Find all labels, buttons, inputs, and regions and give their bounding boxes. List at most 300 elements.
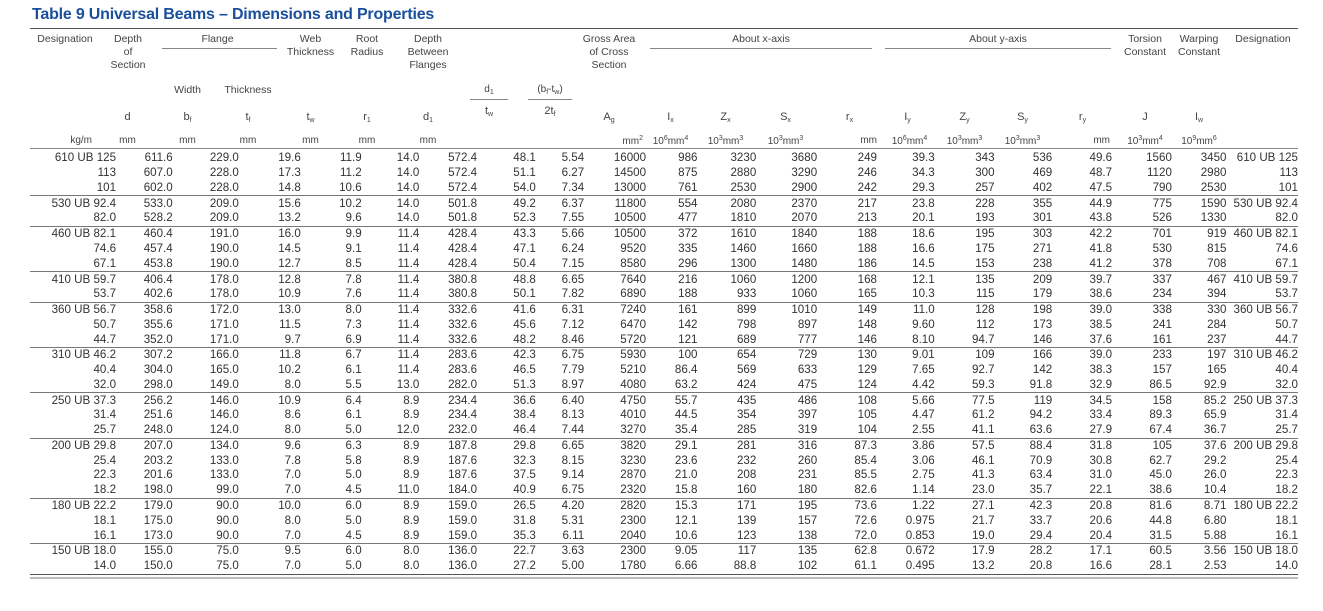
cell-dl: 67.1 xyxy=(93,256,117,270)
cell-tw: 5.0 xyxy=(345,559,362,573)
cell-f2: 6.65 xyxy=(536,272,584,287)
cell-dl: 22.3 xyxy=(93,468,117,482)
cell-tf: 14.8 xyxy=(278,180,301,194)
cell-f1: 47.1 xyxy=(513,241,536,255)
cell-f1: 22.7 xyxy=(477,543,536,558)
cell-d1: 136.0 xyxy=(419,543,477,558)
cell-r1: 14.0 xyxy=(396,166,420,180)
cell-tf: 16.0 xyxy=(239,226,301,241)
cell-bf: 90.0 xyxy=(173,498,239,513)
table-bottom-rule-thick xyxy=(30,577,1298,579)
cell-tf: 11.8 xyxy=(239,347,301,362)
cell-ag: 2870 xyxy=(620,468,647,482)
cell-f2: 6.31 xyxy=(536,302,584,317)
cell-d1: 136.0 xyxy=(448,559,478,573)
cell-zy: 19.0 xyxy=(971,528,995,542)
unit-ry: mm xyxy=(1093,135,1110,146)
cell-ix: 35.4 xyxy=(674,423,698,437)
cell-dr: 360 UB 56.7 xyxy=(1226,302,1298,317)
cell-tf: 14.5 xyxy=(278,241,301,255)
table-row xyxy=(30,498,1298,513)
cell-d1: 572.4 xyxy=(448,151,478,165)
cell-f1: 45.6 xyxy=(513,317,536,331)
cell-ry: 43.8 xyxy=(1089,211,1113,225)
cell-dl: 40.4 xyxy=(93,363,117,377)
cell-sy: 238 xyxy=(1032,256,1053,270)
cell-ix: 44.5 xyxy=(674,408,698,422)
cell-dl: 360 UB 56.7 xyxy=(30,302,116,317)
cell-sy: 173 xyxy=(1032,317,1053,331)
cell-rx: 87.3 xyxy=(817,438,877,453)
cell-ag: 3270 xyxy=(620,423,647,437)
cell-tw: 5.8 xyxy=(345,453,362,467)
table-row xyxy=(30,513,1298,528)
cell-f1: 32.3 xyxy=(513,453,536,467)
cell-f2: 3.63 xyxy=(536,543,584,558)
header-designation-right: Designation xyxy=(1235,33,1291,45)
cell-zx: 1810 xyxy=(730,211,757,225)
cell-tf: 8.0 xyxy=(284,423,301,437)
cell-zx: 1610 xyxy=(698,226,757,241)
unit-rx: mm xyxy=(860,135,877,146)
cell-ry: 30.8 xyxy=(1089,453,1113,467)
cell-tf: 13.2 xyxy=(278,211,301,225)
cell-bf: 75.0 xyxy=(173,543,239,558)
cell-ry: 48.7 xyxy=(1089,166,1113,180)
cell-dl: 250 UB 37.3 xyxy=(30,393,116,408)
cell-zy: 195 xyxy=(935,226,995,241)
cell-ix: 100 xyxy=(646,347,697,362)
cell-sy: 28.2 xyxy=(995,543,1053,558)
cell-r1: 11.4 xyxy=(362,302,420,317)
cell-f1: 46.4 xyxy=(513,423,536,437)
cell-ix: 9.05 xyxy=(646,543,697,558)
cell-d1: 234.4 xyxy=(448,408,478,422)
cell-f1: 54.0 xyxy=(513,180,536,194)
cell-iy: 16.6 xyxy=(912,241,935,255)
cell-sy: 166 xyxy=(995,347,1053,362)
cell-sy: 301 xyxy=(1032,211,1053,225)
cell-ix: 10.6 xyxy=(674,528,698,542)
cell-tw: 6.4 xyxy=(301,393,362,408)
symbol-2tf-denominator: 2tf xyxy=(544,105,556,118)
cell-dr: 22.3 xyxy=(1275,468,1298,482)
cell-ix: 29.1 xyxy=(646,438,697,453)
cell-j: 81.6 xyxy=(1112,498,1172,513)
header-d1-over-tw-numerator: $d_1$ xyxy=(484,84,494,96)
cell-bf: 228.0 xyxy=(209,180,239,194)
cell-rx: 186 xyxy=(857,256,877,270)
cell-zy: 61.2 xyxy=(971,408,995,422)
cell-tf: 10.0 xyxy=(239,498,301,513)
unit-ix: $10^6mm^4$ xyxy=(652,135,689,147)
cell-rx: 73.6 xyxy=(817,498,877,513)
cell-rx: 104 xyxy=(857,423,877,437)
cell-sx: 486 xyxy=(756,393,817,408)
cell-j: 157 xyxy=(1152,363,1172,377)
cell-zy: 46.1 xyxy=(971,453,995,467)
cell-tf: 7.0 xyxy=(284,483,301,497)
cell-iw: 37.6 xyxy=(1172,438,1227,453)
data-table xyxy=(30,151,1298,573)
cell-dr: 44.7 xyxy=(1275,332,1298,346)
cell-iw: 5.88 xyxy=(1203,528,1227,542)
cell-ry: 44.9 xyxy=(1052,196,1112,211)
cell-ry: 34.5 xyxy=(1052,393,1112,408)
cell-dr: 310 UB 46.2 xyxy=(1226,347,1298,362)
cell-tf: 7.0 xyxy=(284,468,301,482)
cell-dl: 82.0 xyxy=(93,211,117,225)
cell-iy: 2.75 xyxy=(912,468,935,482)
cell-ag: 6470 xyxy=(620,317,647,331)
table-title: Table 9 Universal Beams – Dimensions and Properties xyxy=(32,6,435,23)
header-flange-thickness: Thickness xyxy=(224,84,272,96)
cell-sx: 319 xyxy=(797,423,818,437)
cell-ag: 1780 xyxy=(620,559,647,573)
cell-zy: 17.9 xyxy=(935,543,995,558)
cell-rx: 85.4 xyxy=(854,453,877,467)
cell-iy: 34.3 xyxy=(912,166,935,180)
cell-r1: 8.9 xyxy=(362,438,420,453)
cell-tw: 11.9 xyxy=(339,151,362,165)
cell-dl: 101 xyxy=(96,180,117,194)
cell-sx: 135 xyxy=(756,543,817,558)
cell-f2: 7.34 xyxy=(561,180,585,194)
cell-ag: 14500 xyxy=(613,166,647,180)
about-y-group-rule xyxy=(885,48,1111,49)
cell-rx: 130 xyxy=(817,347,877,362)
cell-dl: 74.6 xyxy=(93,241,117,255)
cell-d1: 332.6 xyxy=(448,332,478,346)
cell-j: 241 xyxy=(1152,317,1172,331)
cell-tf: 7.8 xyxy=(284,453,301,467)
cell-d1: 184.0 xyxy=(448,483,478,497)
cell-iw: 2.53 xyxy=(1203,559,1227,573)
cell-zx: 160 xyxy=(736,483,757,497)
cell-tf: 9.5 xyxy=(239,543,301,558)
cell-sy: 146 xyxy=(1032,332,1053,346)
cell-sx: 2070 xyxy=(791,211,818,225)
header-web-thickness: Web Thickness xyxy=(286,33,335,58)
cell-iw: 330 xyxy=(1172,302,1227,317)
header-flange: Flange xyxy=(201,33,234,45)
cell-tf: 12.8 xyxy=(239,272,301,287)
cell-tf: 7.0 xyxy=(284,559,301,573)
cell-ag: 4750 xyxy=(584,393,646,408)
symbol-iw: Iw xyxy=(1194,111,1204,124)
cell-zx: 1300 xyxy=(730,256,757,270)
cell-f2: 5.00 xyxy=(561,559,585,573)
cell-sx: 475 xyxy=(797,377,818,391)
cell-sy: 142 xyxy=(1032,363,1053,377)
cell-sx: 102 xyxy=(797,559,818,573)
symbol-zx: Zx xyxy=(720,111,731,124)
flange-group-rule xyxy=(162,48,277,49)
cell-ry: 38.6 xyxy=(1089,287,1113,301)
cell-bf: 146.0 xyxy=(209,408,239,422)
cell-tw: 5.0 xyxy=(345,513,362,527)
cell-f2: 6.75 xyxy=(536,347,584,362)
cell-ry: 20.6 xyxy=(1089,513,1113,527)
cell-ix: 335 xyxy=(678,241,698,255)
cell-iw: 237 xyxy=(1207,332,1227,346)
cell-dl: 180 UB 22.2 xyxy=(30,498,116,513)
table-row xyxy=(30,317,1298,332)
cell-zx: 1460 xyxy=(730,241,757,255)
symbol-zy: Zy xyxy=(959,111,970,124)
table-row xyxy=(30,528,1298,543)
fraction-rule xyxy=(470,99,508,100)
cell-f2: 6.37 xyxy=(536,196,584,211)
cell-d: 203.2 xyxy=(143,453,173,467)
cell-tf: 10.9 xyxy=(239,393,301,408)
cell-dl: 200 UB 29.8 xyxy=(30,438,116,453)
cell-dr: 101 xyxy=(1278,180,1298,194)
cell-zy: 175 xyxy=(975,241,995,255)
cell-sx: 897 xyxy=(797,317,818,331)
cell-tw: 5.0 xyxy=(345,468,362,482)
cell-ag: 3820 xyxy=(584,438,646,453)
cell-bf: 209.0 xyxy=(173,196,239,211)
cell-zy: 23.0 xyxy=(971,483,995,497)
cell-zy: 128 xyxy=(935,302,995,317)
cell-zx: 689 xyxy=(736,332,757,346)
cell-rx: 168 xyxy=(817,272,877,287)
cell-ag: 5930 xyxy=(584,347,646,362)
cell-dr: 16.1 xyxy=(1275,528,1298,542)
cell-sy: 42.3 xyxy=(995,498,1053,513)
cell-iy: 20.1 xyxy=(912,211,935,225)
cell-sx: 3290 xyxy=(791,166,818,180)
cell-rx: 108 xyxy=(817,393,877,408)
cell-r1: 12.0 xyxy=(396,423,420,437)
cell-iy: 4.47 xyxy=(912,408,935,422)
cell-zx: 139 xyxy=(736,513,757,527)
cell-tw: 6.9 xyxy=(345,332,362,346)
cell-j: 1120 xyxy=(1146,166,1172,180)
unit-kgm: kg/m xyxy=(70,135,92,146)
cell-r1: 11.4 xyxy=(397,332,420,346)
header-torsion-constant: Torsion Constant xyxy=(1123,33,1167,58)
cell-rx: 213 xyxy=(857,211,877,225)
cell-bf: 228.0 xyxy=(209,166,239,180)
unit-ag: $mm^2$ xyxy=(622,135,643,147)
cell-ix: 296 xyxy=(678,256,698,270)
cell-f1: 36.6 xyxy=(477,393,536,408)
cell-bf: 165.0 xyxy=(209,363,239,377)
cell-r1: 11.4 xyxy=(397,241,420,255)
cell-d: 256.2 xyxy=(116,393,173,408)
cell-ix: 477 xyxy=(678,211,698,225)
table-row xyxy=(30,302,1298,317)
cell-bf: 75.0 xyxy=(216,559,239,573)
cell-ag: 4010 xyxy=(620,408,647,422)
cell-zy: 300 xyxy=(975,166,995,180)
table-row xyxy=(30,242,1298,257)
cell-sx: 1840 xyxy=(756,226,817,241)
cell-f1: 48.1 xyxy=(513,151,536,165)
cell-bf: 229.0 xyxy=(209,151,239,165)
cell-sx: 1010 xyxy=(756,302,817,317)
cell-d: 528.2 xyxy=(143,211,173,225)
cell-tf: 12.7 xyxy=(278,256,301,270)
unit-d1: mm xyxy=(419,135,437,146)
symbol-r1: r1 xyxy=(363,111,371,124)
cell-dr: 53.7 xyxy=(1275,287,1298,301)
cell-r1: 14.0 xyxy=(362,196,420,211)
table-row xyxy=(30,438,1298,453)
cell-j: 790 xyxy=(1152,180,1172,194)
cell-ry: 47.5 xyxy=(1089,180,1113,194)
cell-ag: 5720 xyxy=(620,332,647,346)
cell-r1: 8.9 xyxy=(403,528,420,542)
cell-dr: 530 UB 92.4 xyxy=(1226,196,1298,211)
cell-ix: 23.6 xyxy=(674,453,698,467)
cell-tf: 8.0 xyxy=(284,513,301,527)
cell-ix: 986 xyxy=(678,151,698,165)
symbol-sy: Sy xyxy=(1017,111,1028,124)
cell-dl: 150 UB 18.0 xyxy=(30,543,116,558)
cell-r1: 11.4 xyxy=(397,287,420,301)
symbol-ry: ry xyxy=(1078,111,1087,124)
cell-f2: 9.14 xyxy=(561,468,585,482)
cell-bf: 133.0 xyxy=(209,453,239,467)
cell-dr: 25.4 xyxy=(1275,453,1298,467)
cell-tf: 8.6 xyxy=(284,408,301,422)
cell-f1: 50.1 xyxy=(513,287,536,301)
cell-iy: 29.3 xyxy=(912,180,935,194)
cell-bf: 178.0 xyxy=(209,287,239,301)
cell-ix: 55.7 xyxy=(646,393,697,408)
cell-ag: 2320 xyxy=(620,483,647,497)
cell-f1: 37.5 xyxy=(513,468,536,482)
cell-f2: 5.31 xyxy=(561,513,585,527)
cell-dl: 25.7 xyxy=(93,423,117,437)
cell-ag: 2040 xyxy=(620,528,647,542)
cell-dr: 14.0 xyxy=(1275,559,1298,573)
unit-iw: $10^9mm^6$ xyxy=(1181,135,1217,147)
cell-iw: 1330 xyxy=(1200,211,1227,225)
cell-f2: 7.15 xyxy=(561,256,585,270)
cell-j: 161 xyxy=(1152,332,1172,346)
cell-f1: 27.2 xyxy=(513,559,536,573)
cell-ry: 41.2 xyxy=(1089,256,1113,270)
cell-zy: 13.2 xyxy=(971,559,995,573)
cell-sx: 777 xyxy=(797,332,818,346)
cell-dr: 460 UB 82.1 xyxy=(1226,226,1298,241)
cell-dr: 50.7 xyxy=(1275,317,1298,331)
cell-tw: 5.5 xyxy=(345,377,362,391)
cell-zx: 424 xyxy=(736,377,757,391)
symbol-bf: bf xyxy=(183,111,192,124)
cell-bf: 178.0 xyxy=(173,272,239,287)
cell-d: 304.0 xyxy=(143,363,173,377)
cell-f1: 49.2 xyxy=(477,196,536,211)
cell-f1: 50.4 xyxy=(513,256,536,270)
cell-iy: 3.06 xyxy=(912,453,935,467)
cell-iw: 92.9 xyxy=(1203,377,1227,391)
cell-iy: 5.66 xyxy=(877,393,935,408)
cell-iw: 36.7 xyxy=(1203,423,1227,437)
table-row xyxy=(30,393,1298,408)
cell-iw: 165 xyxy=(1207,363,1227,377)
cell-tw: 10.6 xyxy=(339,180,362,194)
cell-j: 233 xyxy=(1112,347,1172,362)
cell-ry: 20.8 xyxy=(1052,498,1112,513)
cell-bf: 172.0 xyxy=(173,302,239,317)
cell-zx: 1060 xyxy=(698,272,757,287)
table-row xyxy=(30,256,1298,271)
cell-f1: 29.8 xyxy=(477,438,536,453)
cell-d1: 572.4 xyxy=(448,166,478,180)
cell-dr: 40.4 xyxy=(1275,363,1298,377)
cell-zy: 153 xyxy=(975,256,995,270)
cell-ry: 41.8 xyxy=(1089,241,1113,255)
cell-dr: 410 UB 59.7 xyxy=(1226,272,1298,287)
cell-iw: 10.4 xyxy=(1203,483,1227,497)
cell-iw: 3450 xyxy=(1200,151,1227,165)
cell-bf: 124.0 xyxy=(209,423,239,437)
cell-f2: 7.44 xyxy=(561,423,585,437)
cell-iw: 919 xyxy=(1172,226,1227,241)
cell-f2: 7.82 xyxy=(561,287,585,301)
cell-zy: 41.3 xyxy=(971,468,995,482)
cell-sy: 119 xyxy=(995,393,1053,408)
cell-sx: 1200 xyxy=(756,272,817,287)
cell-f1: 35.3 xyxy=(513,528,536,542)
cell-sy: 70.9 xyxy=(1029,453,1053,467)
cell-sy: 355 xyxy=(995,196,1053,211)
cell-j: 701 xyxy=(1112,226,1172,241)
cell-dl: 610 UB 125 xyxy=(54,151,117,165)
cell-tw: 8.0 xyxy=(301,302,362,317)
cell-iy: 8.10 xyxy=(912,332,935,346)
header-top-rule xyxy=(30,28,1298,29)
cell-ix: 761 xyxy=(678,180,698,194)
cell-iw: 1590 xyxy=(1172,196,1227,211)
cell-sx: 633 xyxy=(797,363,818,377)
cell-ag: 4080 xyxy=(620,377,647,391)
cell-d1: 380.8 xyxy=(419,272,477,287)
cell-sx: 231 xyxy=(797,468,818,482)
cell-iw: 467 xyxy=(1172,272,1227,287)
units-rule xyxy=(30,148,1298,149)
cell-sy: 20.8 xyxy=(1029,559,1053,573)
cell-dl: 18.2 xyxy=(93,483,117,497)
cell-tw: 11.2 xyxy=(339,166,362,180)
cell-sy: 29.4 xyxy=(1029,528,1053,542)
cell-iy: 4.42 xyxy=(912,377,935,391)
cell-dr: 74.6 xyxy=(1275,241,1298,255)
cell-sx: 195 xyxy=(756,498,817,513)
table-row xyxy=(30,287,1298,302)
cell-zy: 135 xyxy=(935,272,995,287)
cell-sy: 271 xyxy=(1032,241,1053,255)
cell-ix: 875 xyxy=(678,166,698,180)
cell-f1: 38.4 xyxy=(513,408,536,422)
cell-tw: 4.5 xyxy=(345,483,362,497)
cell-sx: 138 xyxy=(797,528,818,542)
cell-ix: 161 xyxy=(646,302,697,317)
cell-ix: 12.1 xyxy=(674,513,698,527)
cell-d: 358.6 xyxy=(116,302,173,317)
cell-j: 31.5 xyxy=(1149,528,1172,542)
cell-ry: 49.6 xyxy=(1089,151,1113,165)
cell-iy: 23.8 xyxy=(877,196,935,211)
cell-r1: 11.4 xyxy=(397,363,420,377)
cell-ix: 188 xyxy=(678,287,698,301)
cell-iw: 284 xyxy=(1207,317,1227,331)
